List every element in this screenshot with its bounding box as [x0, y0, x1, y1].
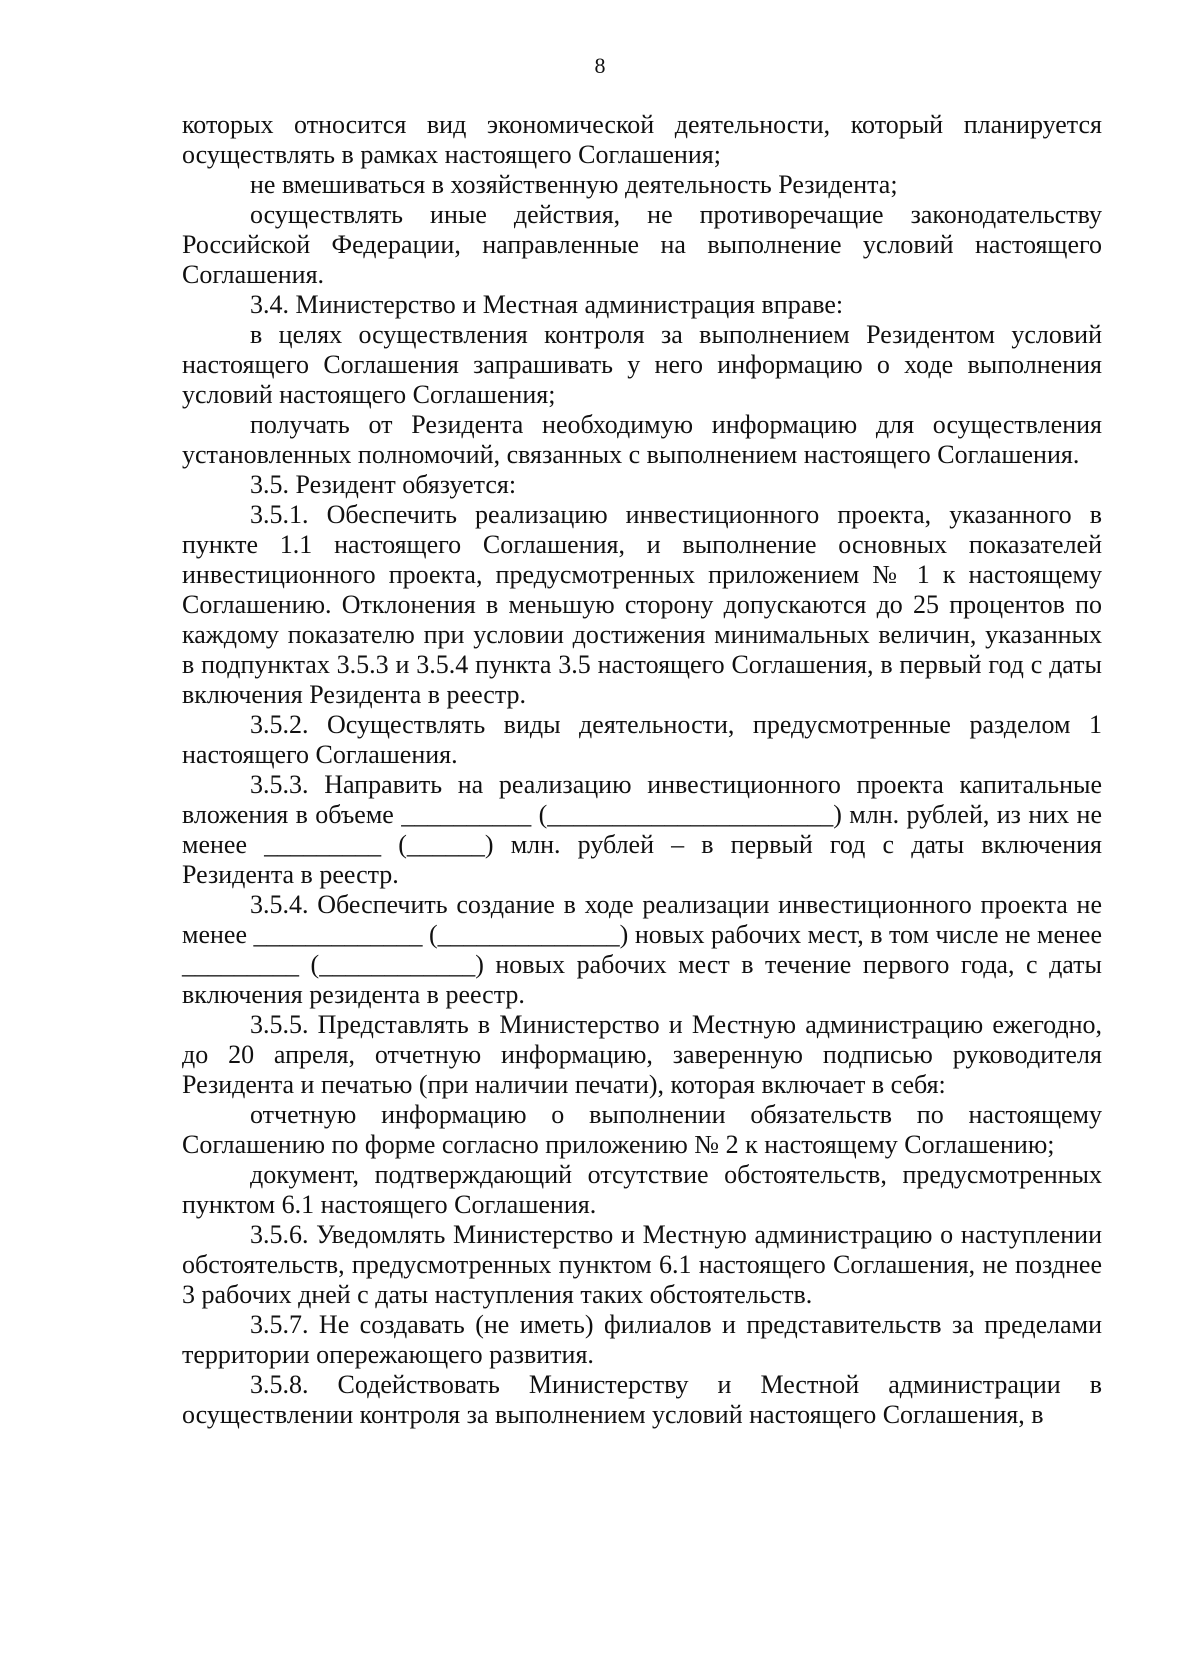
- clause-3-5-5: 3.5.5. Представлять в Министерство и Местную администрацию ежегодно, до 20 апреля, отчетную информацию, заверенную подписью руководителя Резидента и печатью (при наличии печати), которая включает в себя:: [182, 1010, 1102, 1099]
- clause-3-5-2: 3.5.2. Осуществлять виды деятельности, предусмотренные разделом 1 настоящего Соглашения.: [182, 710, 1102, 769]
- document-body: [182, 110, 1102, 1430]
- clause-3-5-7: 3.5.7. Не создавать (не иметь) филиалов и представительств за пределами территории опережающего развития.: [182, 1310, 1102, 1369]
- clause-3-5-8: 3.5.8. Содействовать Министерству и Местной администрации в осуществлении контроля за выполнением условий настоящего Соглашения, в: [182, 1370, 1102, 1429]
- paragraph: которых относится вид экономической деятельности, который планируется осуществлять в рамках настоящего Соглашения;: [182, 110, 1102, 169]
- clause-3-5-6: 3.5.6. Уведомлять Министерство и Местную администрацию о наступлении обстоятельств, предусмотренных пунктом 6.1 настоящего Соглашения, не позднее 3 рабочих дней с даты наступления таких обстоятельств.: [182, 1220, 1102, 1309]
- page-number: 8: [594, 53, 606, 78]
- clause-3-5-4: 3.5.4. Обеспечить создание в ходе реализации инвестиционного проекта не менее _____________ (______________) новых рабочих мест, в том числе не менее _________ (____________) новых рабочих мест в течение первого года, с даты включения резидента в реестр.: [182, 890, 1102, 1009]
- clause-3-5-3: 3.5.3. Направить на реализацию инвестиционного проекта капитальные вложения в объеме __________ (______________________) млн. рублей, из них не менее _________ (______) млн. рублей – в первый год с даты включения Резидента в реестр.: [182, 770, 1102, 889]
- clause-3-5: 3.5. Резидент обязуется:: [250, 470, 517, 499]
- paragraph: осуществлять иные действия, не противоречащие законодательству Российской Федерации, направленные на выполнение условий настоящего Соглашения.: [182, 200, 1102, 289]
- paragraph: документ, подтверждающий отсутствие обстоятельств, предусмотренных пунктом 6.1 настоящего Соглашения.: [182, 1160, 1102, 1219]
- clause-3-5-1: 3.5.1. Обеспечить реализацию инвестиционного проекта, указанного в пункте 1.1 настоящего Соглашения, и выполнение основных показателей инвестиционного проекта, предусмотренных приложением № 1 к настоящему Соглашению. Отклонения в меньшую сторону допускаются до 25 процентов по каждому показателю при условии достижения минимальных величин, указанных в подпунктах 3.5.3 и 3.5.4 пункта 3.5 настоящего Соглашения, в первый год с даты включения Резидента в реестр.: [182, 500, 1102, 709]
- paragraph: не вмешиваться в хозяйственную деятельность Резидента;: [250, 170, 898, 199]
- paragraph: в целях осуществления контроля за выполнением Резидентом условий настоящего Соглашения запрашивать у него информацию о ходе выполнения условий настоящего Соглашения;: [182, 320, 1102, 409]
- clause-3-4: 3.4. Министерство и Местная администрация вправе:: [250, 290, 844, 319]
- paragraph: получать от Резидента необходимую информацию для осуществления установленных полномочий, связанных с выполнением настоящего Соглашения.: [182, 410, 1102, 469]
- paragraph: отчетную информацию о выполнении обязательств по настоящему Соглашению по форме согласно приложению № 2 к настоящему Соглашению;: [182, 1100, 1102, 1159]
